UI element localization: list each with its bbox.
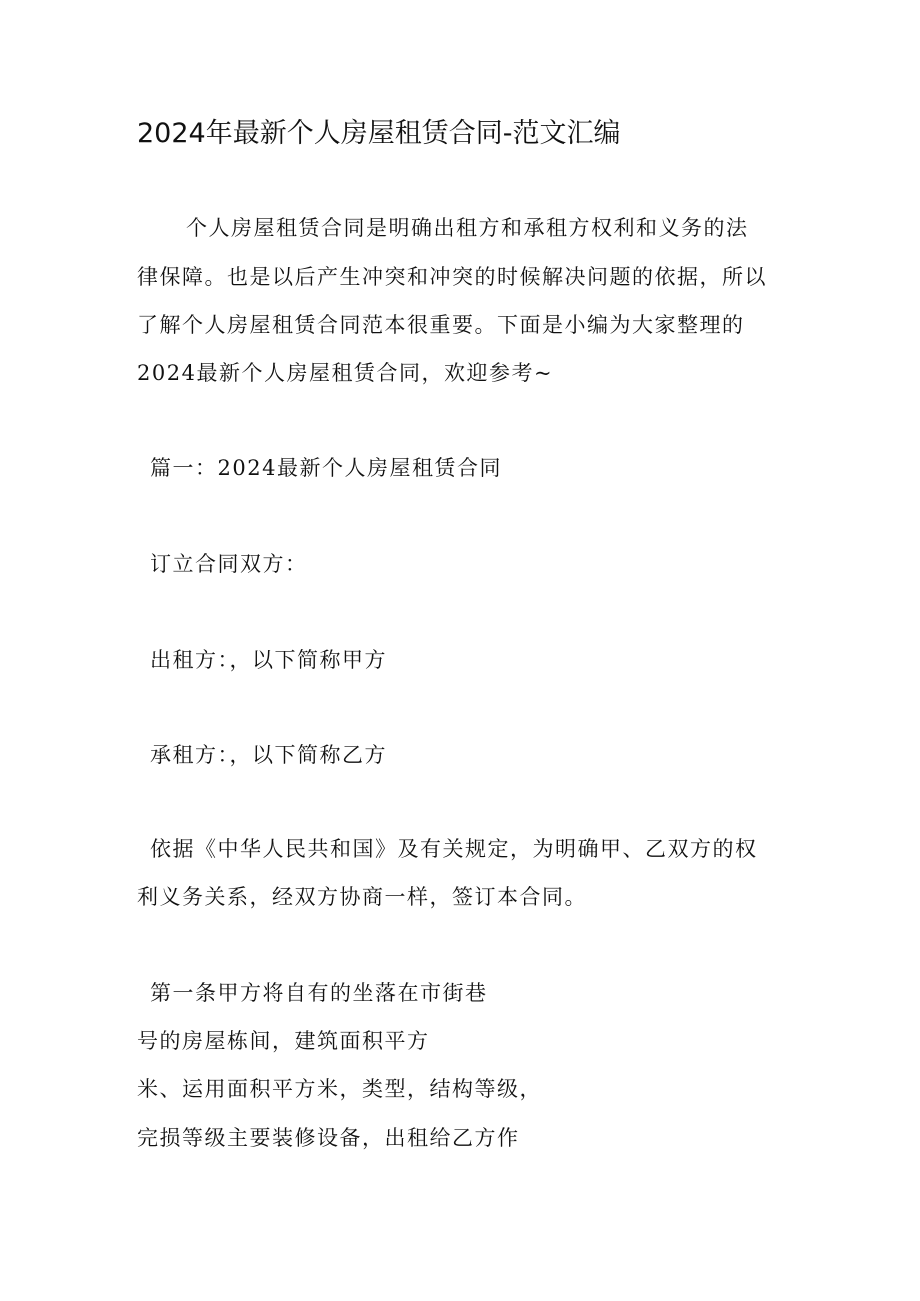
lessor-line: 出租方：，以下简称甲方 bbox=[150, 648, 387, 672]
parties-label: 订立合同双方： bbox=[150, 552, 308, 576]
article-one-line-4: 完损等级主要装修设备，出租给乙方作 bbox=[137, 1126, 520, 1150]
section-heading: 篇一：2024最新个人房屋租赁合同 bbox=[150, 456, 502, 480]
article-one-line-1: 第一条甲方将自有的坐落在市街巷 bbox=[150, 981, 488, 1005]
basis-line-1: 依据《中华人民共和国》及有关规定，为明确甲、乙双方的权 bbox=[150, 837, 758, 861]
article-one-line-3: 米、运用面积平方米，类型，结构等级， bbox=[137, 1077, 542, 1101]
document-title: 2024年最新个人房屋租赁合同-范文汇编 bbox=[137, 118, 621, 149]
intro-line-4: 2024最新个人房屋租赁合同，欢迎参考~ bbox=[137, 361, 554, 385]
intro-line-2: 律保障。也是以后产生冲突和冲突的时候解决问题的依据，所以 bbox=[137, 265, 767, 289]
lessee-line: 承租方：，以下简称乙方 bbox=[150, 743, 387, 767]
intro-line-3: 了解个人房屋租赁合同范本很重要。下面是小编为大家整理的 bbox=[137, 313, 745, 337]
article-one-line-2: 号的房屋栋间，建筑面积平方 bbox=[137, 1029, 430, 1053]
intro-line-1: 个人房屋租赁合同是明确出租方和承租方权利和义务的法 bbox=[186, 216, 749, 240]
basis-line-2: 利义务关系，经双方协商一样，签订本合同。 bbox=[137, 885, 587, 909]
